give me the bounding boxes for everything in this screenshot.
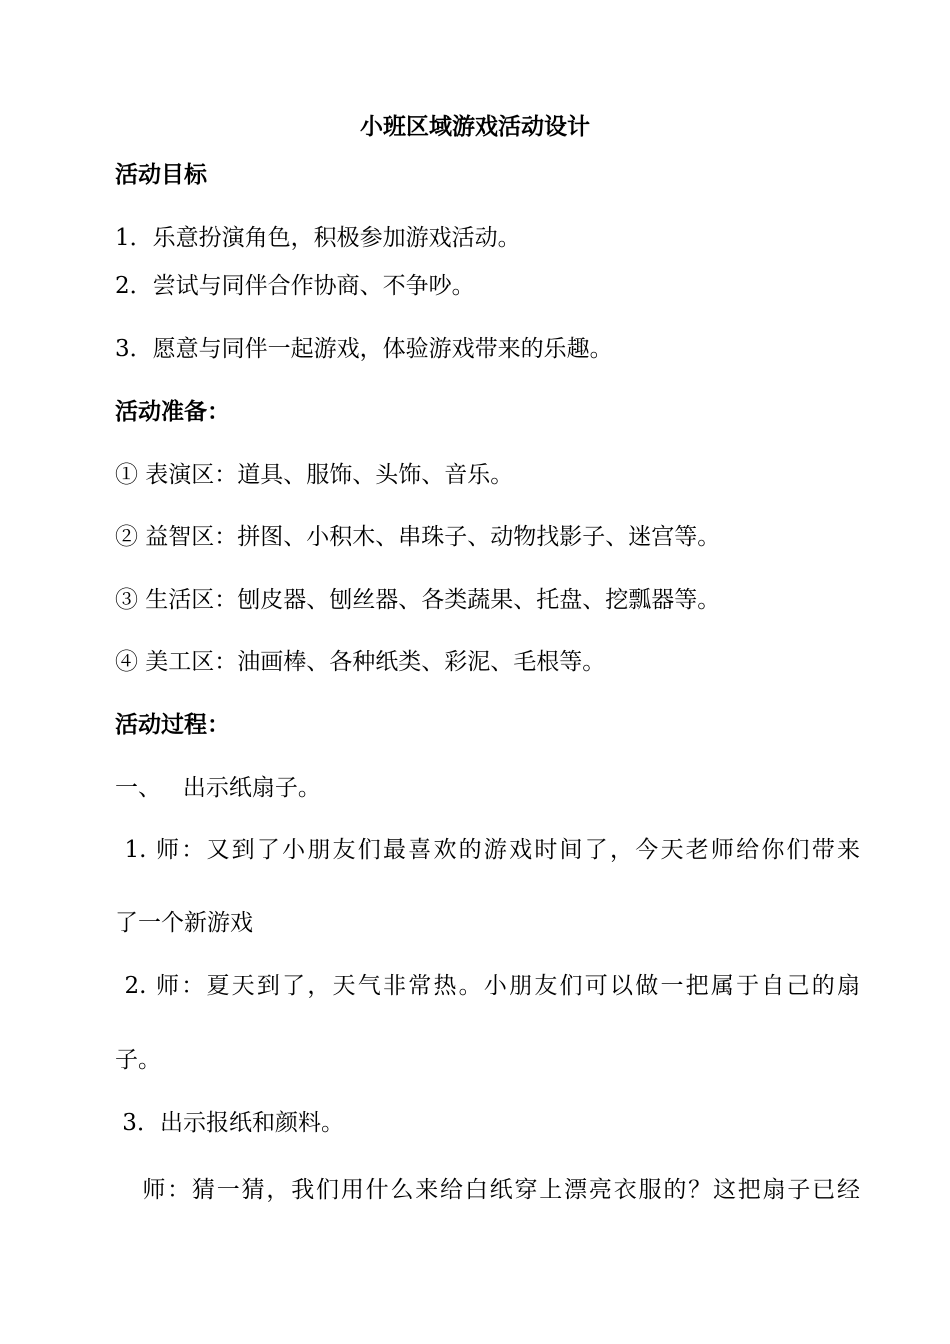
goal-item-3: 3．愿意与同伴一起游戏，体验游戏带来的乐趣。 bbox=[115, 336, 613, 362]
preparation-item-1: ① 表演区：道具、服饰、头饰、音乐。 bbox=[115, 462, 514, 488]
preparation-heading: 活动准备： bbox=[115, 399, 230, 425]
process-paragraph-3: 3．出示报纸和颜料。 bbox=[115, 1110, 344, 1136]
goal-item-2: 2．尝试与同伴合作协商、不争吵。 bbox=[115, 273, 475, 299]
process-paragraph-1-line-1: 1. 师：又到了小朋友们最喜欢的游戏时间了，今天老师给你们带来 bbox=[115, 837, 860, 863]
preparation-item-2: ② 益智区：拼图、小积木、串珠子、动物找影子、迷宫等。 bbox=[115, 524, 721, 550]
process-paragraph-1-line-2: 了一个新游戏 bbox=[115, 910, 253, 936]
document-title: 小班区域游戏活动设计 bbox=[360, 114, 590, 140]
process-paragraph-2-line-1: 2. 师：夏天到了，天气非常热。小朋友们可以做一把属于自己的扇 bbox=[115, 973, 860, 999]
process-paragraph-4-line-1: 师：猜一猜，我们用什么来给白纸穿上漂亮衣服的？这把扇子已经 bbox=[115, 1177, 860, 1203]
preparation-item-4: ④ 美工区：油画棒、各种纸类、彩泥、毛根等。 bbox=[115, 649, 606, 675]
goals-heading: 活动目标 bbox=[115, 162, 207, 188]
preparation-item-3: ③ 生活区：刨皮器、刨丝器、各类蔬果、托盘、挖瓢器等。 bbox=[115, 587, 721, 613]
process-paragraph-2-line-2: 子。 bbox=[115, 1047, 161, 1073]
process-step-1: 一、 出示纸扇子。 bbox=[115, 775, 321, 801]
process-heading: 活动过程： bbox=[115, 712, 230, 738]
goal-item-1: 1．乐意扮演角色，积极参加游戏活动。 bbox=[115, 225, 521, 251]
